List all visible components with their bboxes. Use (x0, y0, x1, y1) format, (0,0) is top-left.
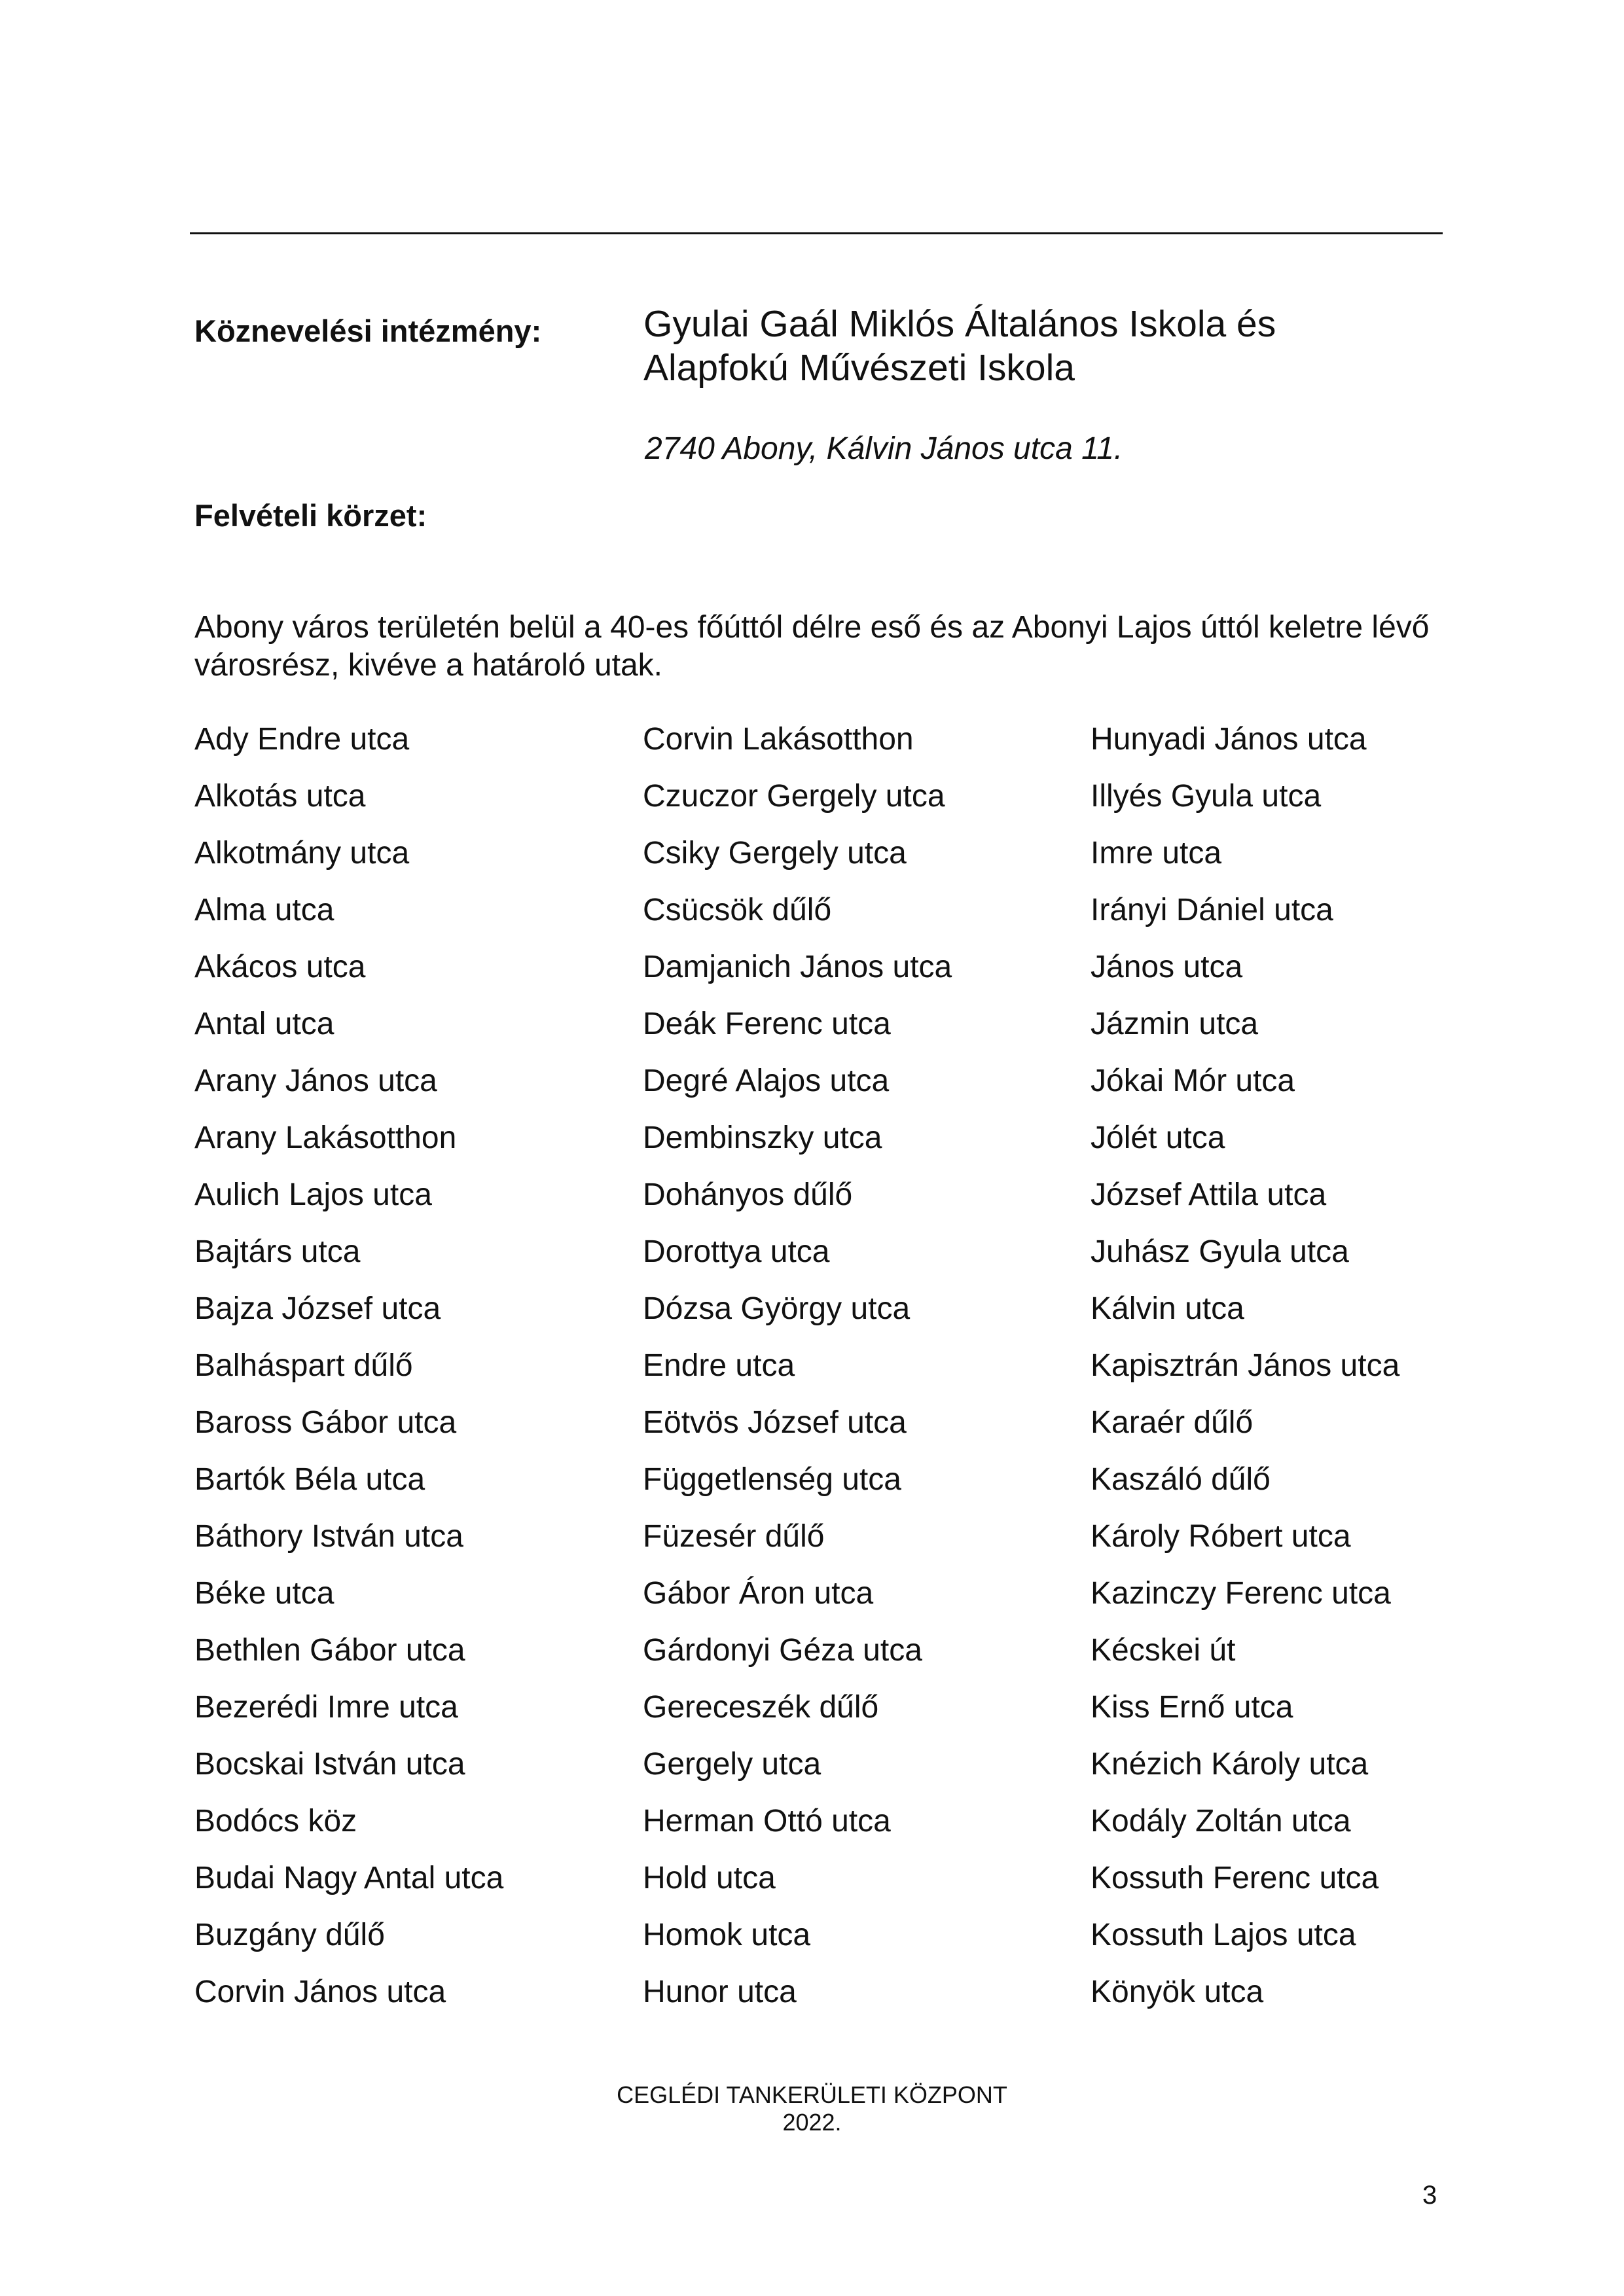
street-item: Bajza József utca (194, 1291, 441, 1326)
footer (0, 2081, 1624, 2136)
page-number: 3 (1422, 2181, 1437, 2210)
street-item: Bartók Béla utca (194, 1462, 425, 1497)
street-item: Csücsök dűlő (643, 893, 832, 927)
street-item: Károly Róbert utca (1091, 1519, 1351, 1554)
street-item: Baross Gábor utca (194, 1405, 457, 1440)
institution-name-line2: Alapfokú Művészeti Iskola (643, 347, 1075, 389)
header-rule (190, 232, 1443, 234)
street-item: Hunor utca (643, 1975, 797, 2009)
street-item: Czuczor Gergely utca (643, 779, 945, 814)
street-item: Jókai Mór utca (1091, 1064, 1295, 1098)
street-item: Dohányos dűlő (643, 1177, 853, 1212)
street-item: Eötvös József utca (643, 1405, 907, 1440)
street-item: Arany Lakásotthon (194, 1121, 457, 1155)
street-item: József Attila utca (1091, 1177, 1327, 1212)
footer-year: 2022. (782, 2109, 842, 2136)
street-item: Bezerédi Imre utca (194, 1690, 458, 1725)
street-item: Illyés Gyula utca (1091, 779, 1322, 814)
district-label: Felvételi körzet: (194, 498, 427, 533)
street-item: Dorottya utca (643, 1234, 830, 1269)
street-item: Kapisztrán János utca (1091, 1348, 1400, 1383)
street-item: Béke utca (194, 1576, 334, 1611)
institution-label: Köznevelési intézmény: (194, 314, 542, 348)
street-item: Karaér dűlő (1091, 1405, 1254, 1440)
street-item: Kálvin utca (1091, 1291, 1244, 1326)
street-item: Kodály Zoltán utca (1091, 1804, 1351, 1839)
institution-name-line1: Gyulai Gaál Miklós Általános Iskola és (643, 303, 1276, 345)
street-item: Kossuth Lajos utca (1091, 1918, 1356, 1952)
street-item: Degré Alajos utca (643, 1064, 890, 1098)
street-item: Báthory István utca (194, 1519, 463, 1554)
street-item: Bethlen Gábor utca (194, 1633, 465, 1668)
street-item: Homok utca (643, 1918, 811, 1952)
street-item: Knézich Károly utca (1091, 1747, 1369, 1782)
street-item: Gereceszék dűlő (643, 1690, 879, 1725)
street-item: Kiss Ernő utca (1091, 1690, 1293, 1725)
street-item: Kossuth Ferenc utca (1091, 1861, 1379, 1895)
street-item: Juhász Gyula utca (1091, 1234, 1349, 1269)
street-item: Függetlenség utca (643, 1462, 901, 1497)
street-item: Aulich Lajos utca (194, 1177, 432, 1212)
street-item: Akácos utca (194, 950, 366, 984)
street-item: Deák Ferenc utca (643, 1007, 891, 1041)
street-item: Csiky Gergely utca (643, 836, 907, 870)
street-item: Jólét utca (1091, 1121, 1225, 1155)
street-item: Gárdonyi Géza utca (643, 1633, 922, 1668)
street-item: Balháspart dűlő (194, 1348, 413, 1383)
street-item: Kaszáló dűlő (1091, 1462, 1271, 1497)
street-item: Alkotás utca (194, 779, 366, 814)
street-item: Antal utca (194, 1007, 334, 1041)
street-item: Jázmin utca (1091, 1007, 1259, 1041)
street-item: Irányi Dániel utca (1091, 893, 1333, 927)
street-item: Bodócs köz (194, 1804, 357, 1839)
street-item: Arany János utca (194, 1064, 437, 1098)
street-item: Endre utca (643, 1348, 795, 1383)
street-item: Damjanich János utca (643, 950, 952, 984)
street-item: Dózsa György utca (643, 1291, 911, 1326)
street-item: Budai Nagy Antal utca (194, 1861, 504, 1895)
street-item: Kécskei út (1091, 1633, 1236, 1668)
street-item: Imre utca (1091, 836, 1222, 870)
street-list (194, 720, 1451, 2030)
street-item: Dembinszky utca (643, 1121, 882, 1155)
street-item: János utca (1091, 950, 1243, 984)
street-item: Ady Endre utca (194, 722, 410, 757)
street-item: Corvin Lakásotthon (643, 722, 914, 757)
institution-address: 2740 Abony, Kálvin János utca 11. (645, 431, 1123, 466)
street-item: Hold utca (643, 1861, 776, 1895)
street-item: Gábor Áron utca (643, 1576, 874, 1611)
street-item: Alkotmány utca (194, 836, 410, 870)
street-item: Herman Ottó utca (643, 1804, 891, 1839)
street-item: Bajtárs utca (194, 1234, 361, 1269)
street-item: Hunyadi János utca (1091, 722, 1367, 757)
institution-name (643, 302, 1429, 390)
street-item: Füzesér dűlő (643, 1519, 825, 1554)
street-item: Corvin János utca (194, 1975, 446, 2009)
district-description: Abony város területén belül a 40-es főúttól délre eső és az Abonyi Lajos úttól keletre lévő városrész, kivéve a határoló utak. (194, 610, 1430, 683)
street-item: Könyök utca (1091, 1975, 1264, 2009)
street-item: Buzgány dűlő (194, 1918, 385, 1952)
street-item: Kazinczy Ferenc utca (1091, 1576, 1391, 1611)
street-item: Alma utca (194, 893, 334, 927)
footer-organization: CEGLÉDI TANKERÜLETI KÖZPONT (617, 2081, 1007, 2108)
street-item: Gergely utca (643, 1747, 821, 1782)
street-item: Bocskai István utca (194, 1747, 465, 1782)
